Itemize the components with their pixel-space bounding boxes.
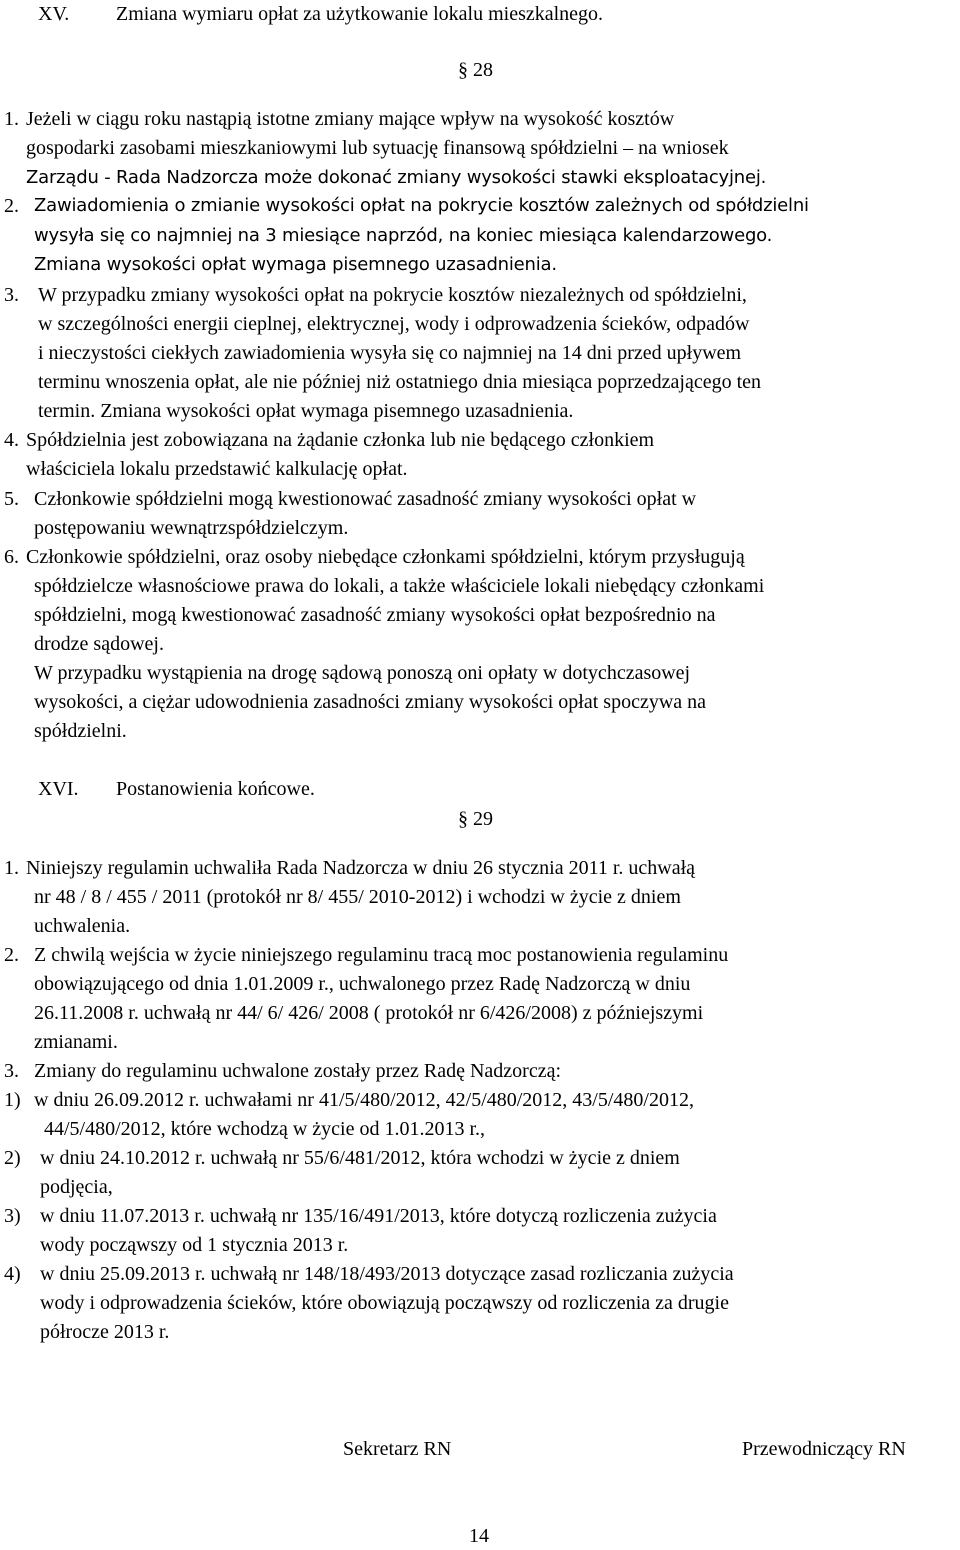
item-number: 6. [4, 546, 19, 568]
item-number: 3. [4, 284, 19, 306]
item-line: spółdzielni, mogą kwestionować zasadność zmiany wysokości opłat bezpośrednio na [34, 604, 716, 626]
item-number: 2. [4, 195, 19, 217]
item-line: terminu wnoszenia opłat, ale nie później niż ostatniego dnia miesiąca poprzedzającego ten [38, 371, 762, 393]
item-number: 4. [4, 429, 19, 451]
item-line: uchwalenia. [34, 915, 131, 937]
item-number: 2. [4, 944, 19, 966]
signature-secretary: Sekretarz RN [343, 1438, 452, 1460]
section-16-number: XVI. [38, 778, 79, 800]
item-line: Zawiadomienia o zmianie wysokości opłat na pokrycie kosztów zależnych od spółdzielni [34, 195, 809, 216]
amendment-number: 2) [4, 1147, 21, 1169]
item-line: drodze sądowej. [34, 633, 164, 655]
item-line: termin. Zmiana wysokości opłat wymaga pisemnego uzasadnienia. [38, 400, 574, 422]
amendment-line: półrocze 2013 r. [40, 1321, 170, 1343]
item-line: i nieczystości ciekłych zawiadomienia wysyła się co najmniej na 14 dni przed upływem [38, 342, 742, 364]
item-number: 1. [4, 857, 19, 879]
amendment-number: 3) [4, 1205, 21, 1227]
item-line: gospodarki zasobami mieszkaniowymi lub sytuację finansową spółdzielni – na wniosek [26, 137, 729, 159]
item-number: 3. [4, 1060, 19, 1082]
amendment-number: 1) [4, 1089, 21, 1111]
item-line: postępowaniu wewnątrzspółdzielczym. [34, 517, 349, 539]
item-line: Spółdzielnia jest zobowiązana na żądanie członka lub nie będącego członkiem [26, 429, 655, 451]
section-15-number: XV. [38, 3, 70, 25]
item-line: W przypadku wystąpienia na drogę sądową ponoszą oni opłaty w dotychczasowej [34, 662, 691, 684]
item-line: wysokości, a ciężar udowodnienia zasadności zmiany wysokości opłat spoczywa na [34, 691, 707, 713]
item-line: Zarządu - Rada Nadzorcza może dokonać zmiany wysokości stawki eksploatacyjnej. [26, 167, 767, 188]
item-line: Jeżeli w ciągu roku nastąpią istotne zmiany mające wpływ na wysokość kosztów [26, 108, 675, 130]
item-line: wysyła się co najmniej na 3 miesiące naprzód, na koniec miesiąca kalendarzowego. [34, 225, 773, 246]
amendment-number: 4) [4, 1263, 21, 1285]
item-number: 1. [4, 108, 19, 130]
paragraph-29: § 29 [458, 808, 493, 830]
amendment-line: 44/5/480/2012, które wchodzą w życie od 1.01.2013 r., [44, 1118, 486, 1140]
item-line: spółdzielcze własnościowe prawa do lokali, a także właściciele lokali niebędący członkami [34, 575, 765, 597]
item-line: Zmiany do regulaminu uchwalone zostały przez Radę Nadzorczą: [34, 1060, 562, 1082]
section-15-title: Zmiana wymiaru opłat za użytkowanie lokalu mieszkalnego. [116, 3, 604, 25]
amendment-line: wody i odprowadzenia ścieków, które obowiązują począwszy od rozliczenia za drugie [40, 1292, 729, 1314]
item-line: obowiązującego od dnia 1.01.2009 r., uchwalonego przez Radę Nadzorczą w dniu [34, 973, 691, 995]
amendment-line: w dniu 25.09.2013 r. uchwałą nr 148/18/493/2013 dotyczące zasad rozliczania zużycia [40, 1263, 734, 1285]
item-line: 26.11.2008 r. uchwałą nr 44/ 6/ 426/ 2008 ( protokół nr 6/426/2008) z późniejszymi [34, 1002, 704, 1024]
page-number: 14 [469, 1525, 489, 1547]
amendment-line: w dniu 11.07.2013 r. uchwałą nr 135/16/491/2013, które dotyczą rozliczenia zużycia [40, 1205, 717, 1227]
item-line: W przypadku zmiany wysokości opłat na pokrycie kosztów niezależnych od spółdzielni, [38, 284, 747, 306]
item-line: Członkowie spółdzielni, oraz osoby niebędące członkami spółdzielni, którym przysługują [26, 546, 745, 568]
item-line: Zmiana wysokości opłat wymaga pisemnego uzasadnienia. [34, 254, 557, 275]
item-line: Niniejszy regulamin uchwaliła Rada Nadzorcza w dniu 26 stycznia 2011 r. uchwałą [26, 857, 696, 879]
amendment-line: wody począwszy od 1 stycznia 2013 r. [40, 1234, 349, 1256]
item-line: zmianami. [34, 1031, 118, 1053]
item-line: Z chwilą wejścia w życie niniejszego regulaminu tracą moc postanowienia regulaminu [34, 944, 729, 966]
amendment-line: w dniu 26.09.2012 r. uchwałami nr 41/5/480/2012, 42/5/480/2012, 43/5/480/2012, [34, 1089, 694, 1111]
signature-chairman: Przewodniczący RN [742, 1438, 906, 1460]
item-number: 5. [4, 488, 19, 510]
item-line: w szczególności energii cieplnej, elektrycznej, wody i odprowadzenia ścieków, odpadów [38, 313, 750, 335]
item-line: Członkowie spółdzielni mogą kwestionować zasadność zmiany wysokości opłat w [34, 488, 697, 510]
item-line: spółdzielni. [34, 720, 127, 742]
item-line: właściciela lokalu przedstawić kalkulację opłat. [26, 458, 408, 480]
amendment-line: podjęcia, [40, 1176, 113, 1198]
paragraph-28: § 28 [458, 59, 493, 81]
item-line: nr 48 / 8 / 455 / 2011 (protokół nr 8/ 455/ 2010-2012) i wchodzi w życie z dniem [34, 886, 681, 908]
section-16-title: Postanowienia końcowe. [116, 778, 315, 800]
amendment-line: w dniu 24.10.2012 r. uchwałą nr 55/6/481/2012, która wchodzi w życie z dniem [40, 1147, 680, 1169]
